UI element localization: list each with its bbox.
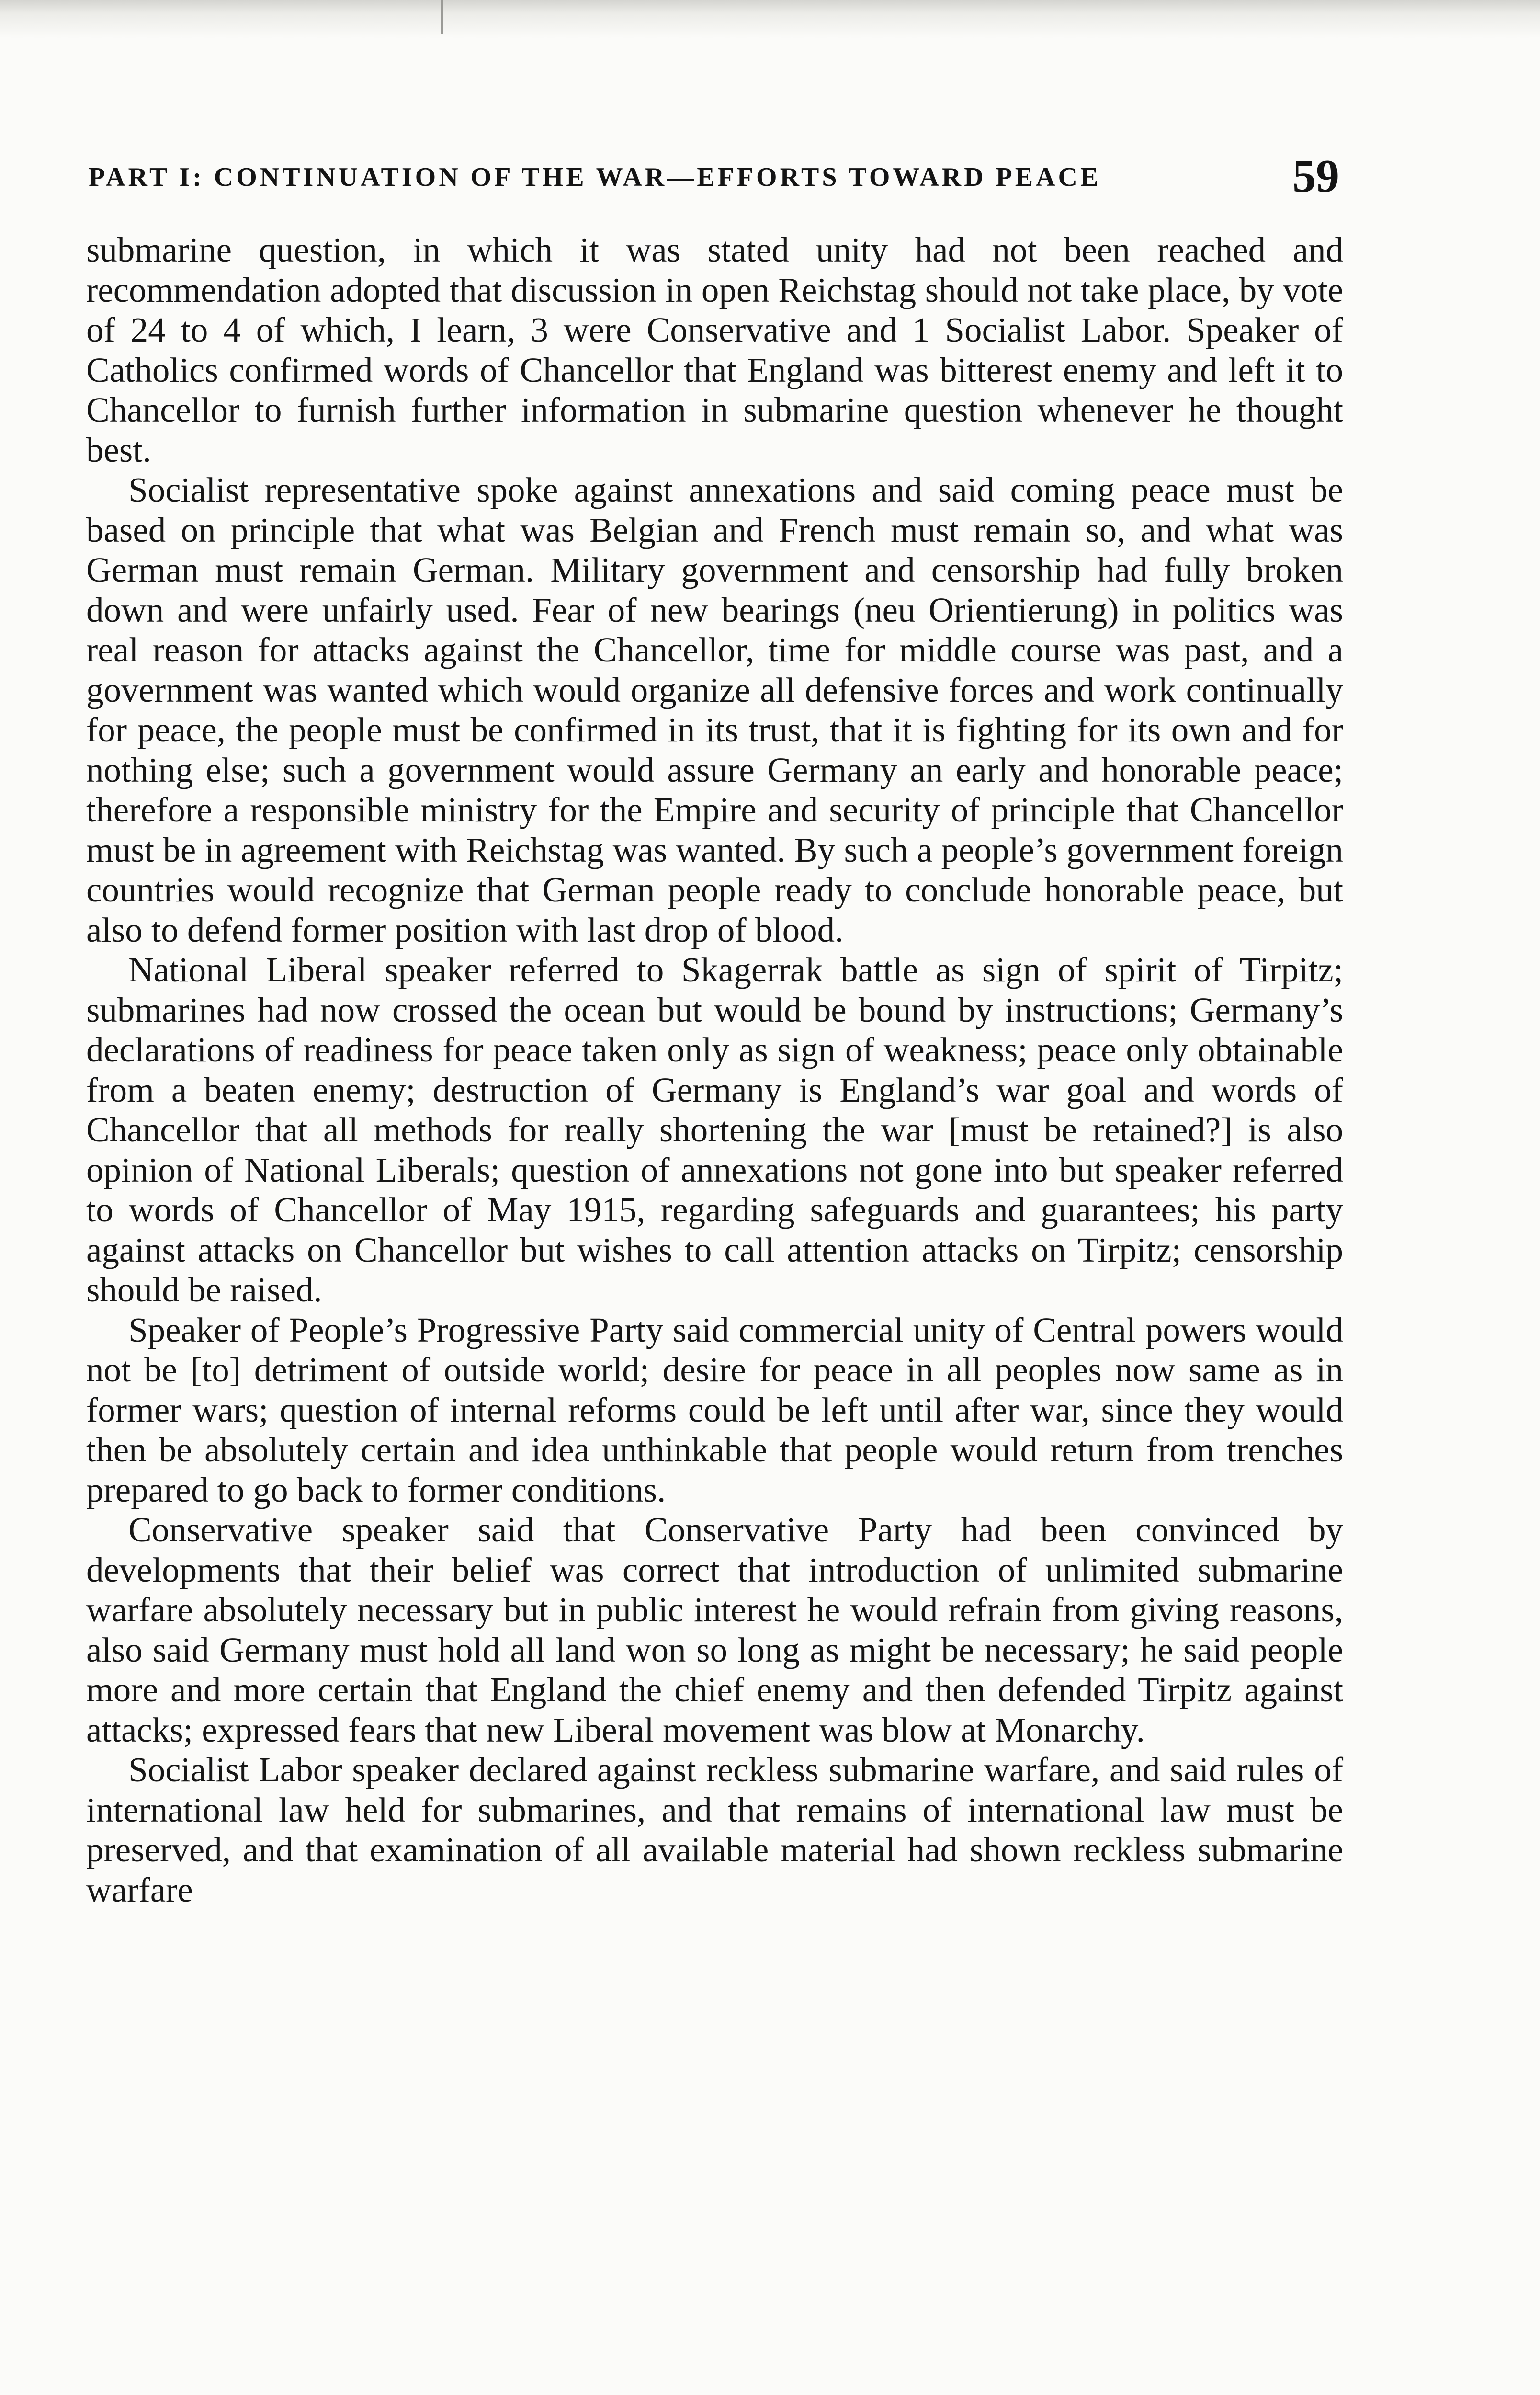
page-number: 59 — [1292, 150, 1339, 202]
binding-gutter — [441, 0, 443, 34]
running-head: PART I: CONTINUATION OF THE WAR—EFFORTS TOWARD PEACE — [89, 162, 1101, 192]
scan-edge — [0, 0, 1540, 38]
paragraph-socialist-representative: Socialist representative spoke against annexations and said coming peace must be based on principle that what was Belgian and French must remain so, and what was German must remain German. Military government and censorship had fully broken down and were unfairly used. Fear of new bearings (neu Orientierung) in politics was real reason for attacks against the Chancellor, time for middle course was past, and a government was wanted which would organize all defensive forces and work continually for peace, the people must be confirmed in its trust, that it is fighting for its own and for nothing else; such a government would assure Germany an early and honorable peace; therefore a responsible ministry for the Empire and security of principle that Chancellor must be in agreement with Reichstag was wanted. By such a people’s government foreign countries would recognize that German people ready to conclude honorable peace, but also to defend former position with last drop of blood. — [86, 470, 1343, 949]
body-text — [86, 230, 1343, 1910]
paragraph-national-liberal: National Liberal speaker referred to Skagerrak battle as sign of spirit of Tirpitz; submarines had now crossed the ocean but would be bound by instructions; Germany’s declarations of readiness for peace taken only as sign of weakness; peace only obtainable from a beaten enemy; destruction of Germany is England’s war goal and words of Chancellor that all methods for really shortening the war [must be retained?] is also opinion of National Liberals; question of annexations not gone into but speaker referred to words of Chancellor of May 1915, regarding safeguards and guarantees; his party against attacks on Chancellor but wishes to call attention attacks on Tirpitz; censorship should be raised. — [86, 950, 1343, 1309]
paragraph-conservative: Conservative speaker said that Conservative Party had been convinced by developments that their belief was correct that introduction of unlimited submarine warfare absolutely necessary but in public interest he would refrain from giving reasons, also said Germany must hold all land won so long as might be necessary; he said people more and more certain that England the chief enemy and then defended Tirpitz against attacks; expressed fears that new Liberal movement was blow at Monarchy. — [86, 1510, 1343, 1749]
paragraph-submarine-question: submarine question, in which it was stated unity had not been reached and recommendation adopted that discussion in open Reichstag should not take place, by vote of 24 to 4 of which, I learn, 3 were Conservative and 1 Socialist Labor. Speaker of Catholics confirmed words of Chancellor that England was bitterest enemy and left it to Chancellor to furnish further information in submarine question whenever he thought best. — [86, 230, 1343, 469]
page-header — [89, 144, 1343, 206]
paragraph-socialist-labor: Socialist Labor speaker declared against reckless submarine warfare, and said rules of international law held for submarines, and that remains of international law must be preserved, and that examination of all available material had shown reckless submarine warfare — [86, 1750, 1343, 1909]
paragraph-peoples-progressive: Speaker of People’s Progressive Party said commercial unity of Central powers would not be [to] detriment of outside world; desire for peace in all peoples now same as in former wars; question of internal reforms could be left until after war, since they would then be absolutely certain and idea unthinkable that people would return from trenches prepared to go back to former conditions. — [86, 1310, 1343, 1509]
